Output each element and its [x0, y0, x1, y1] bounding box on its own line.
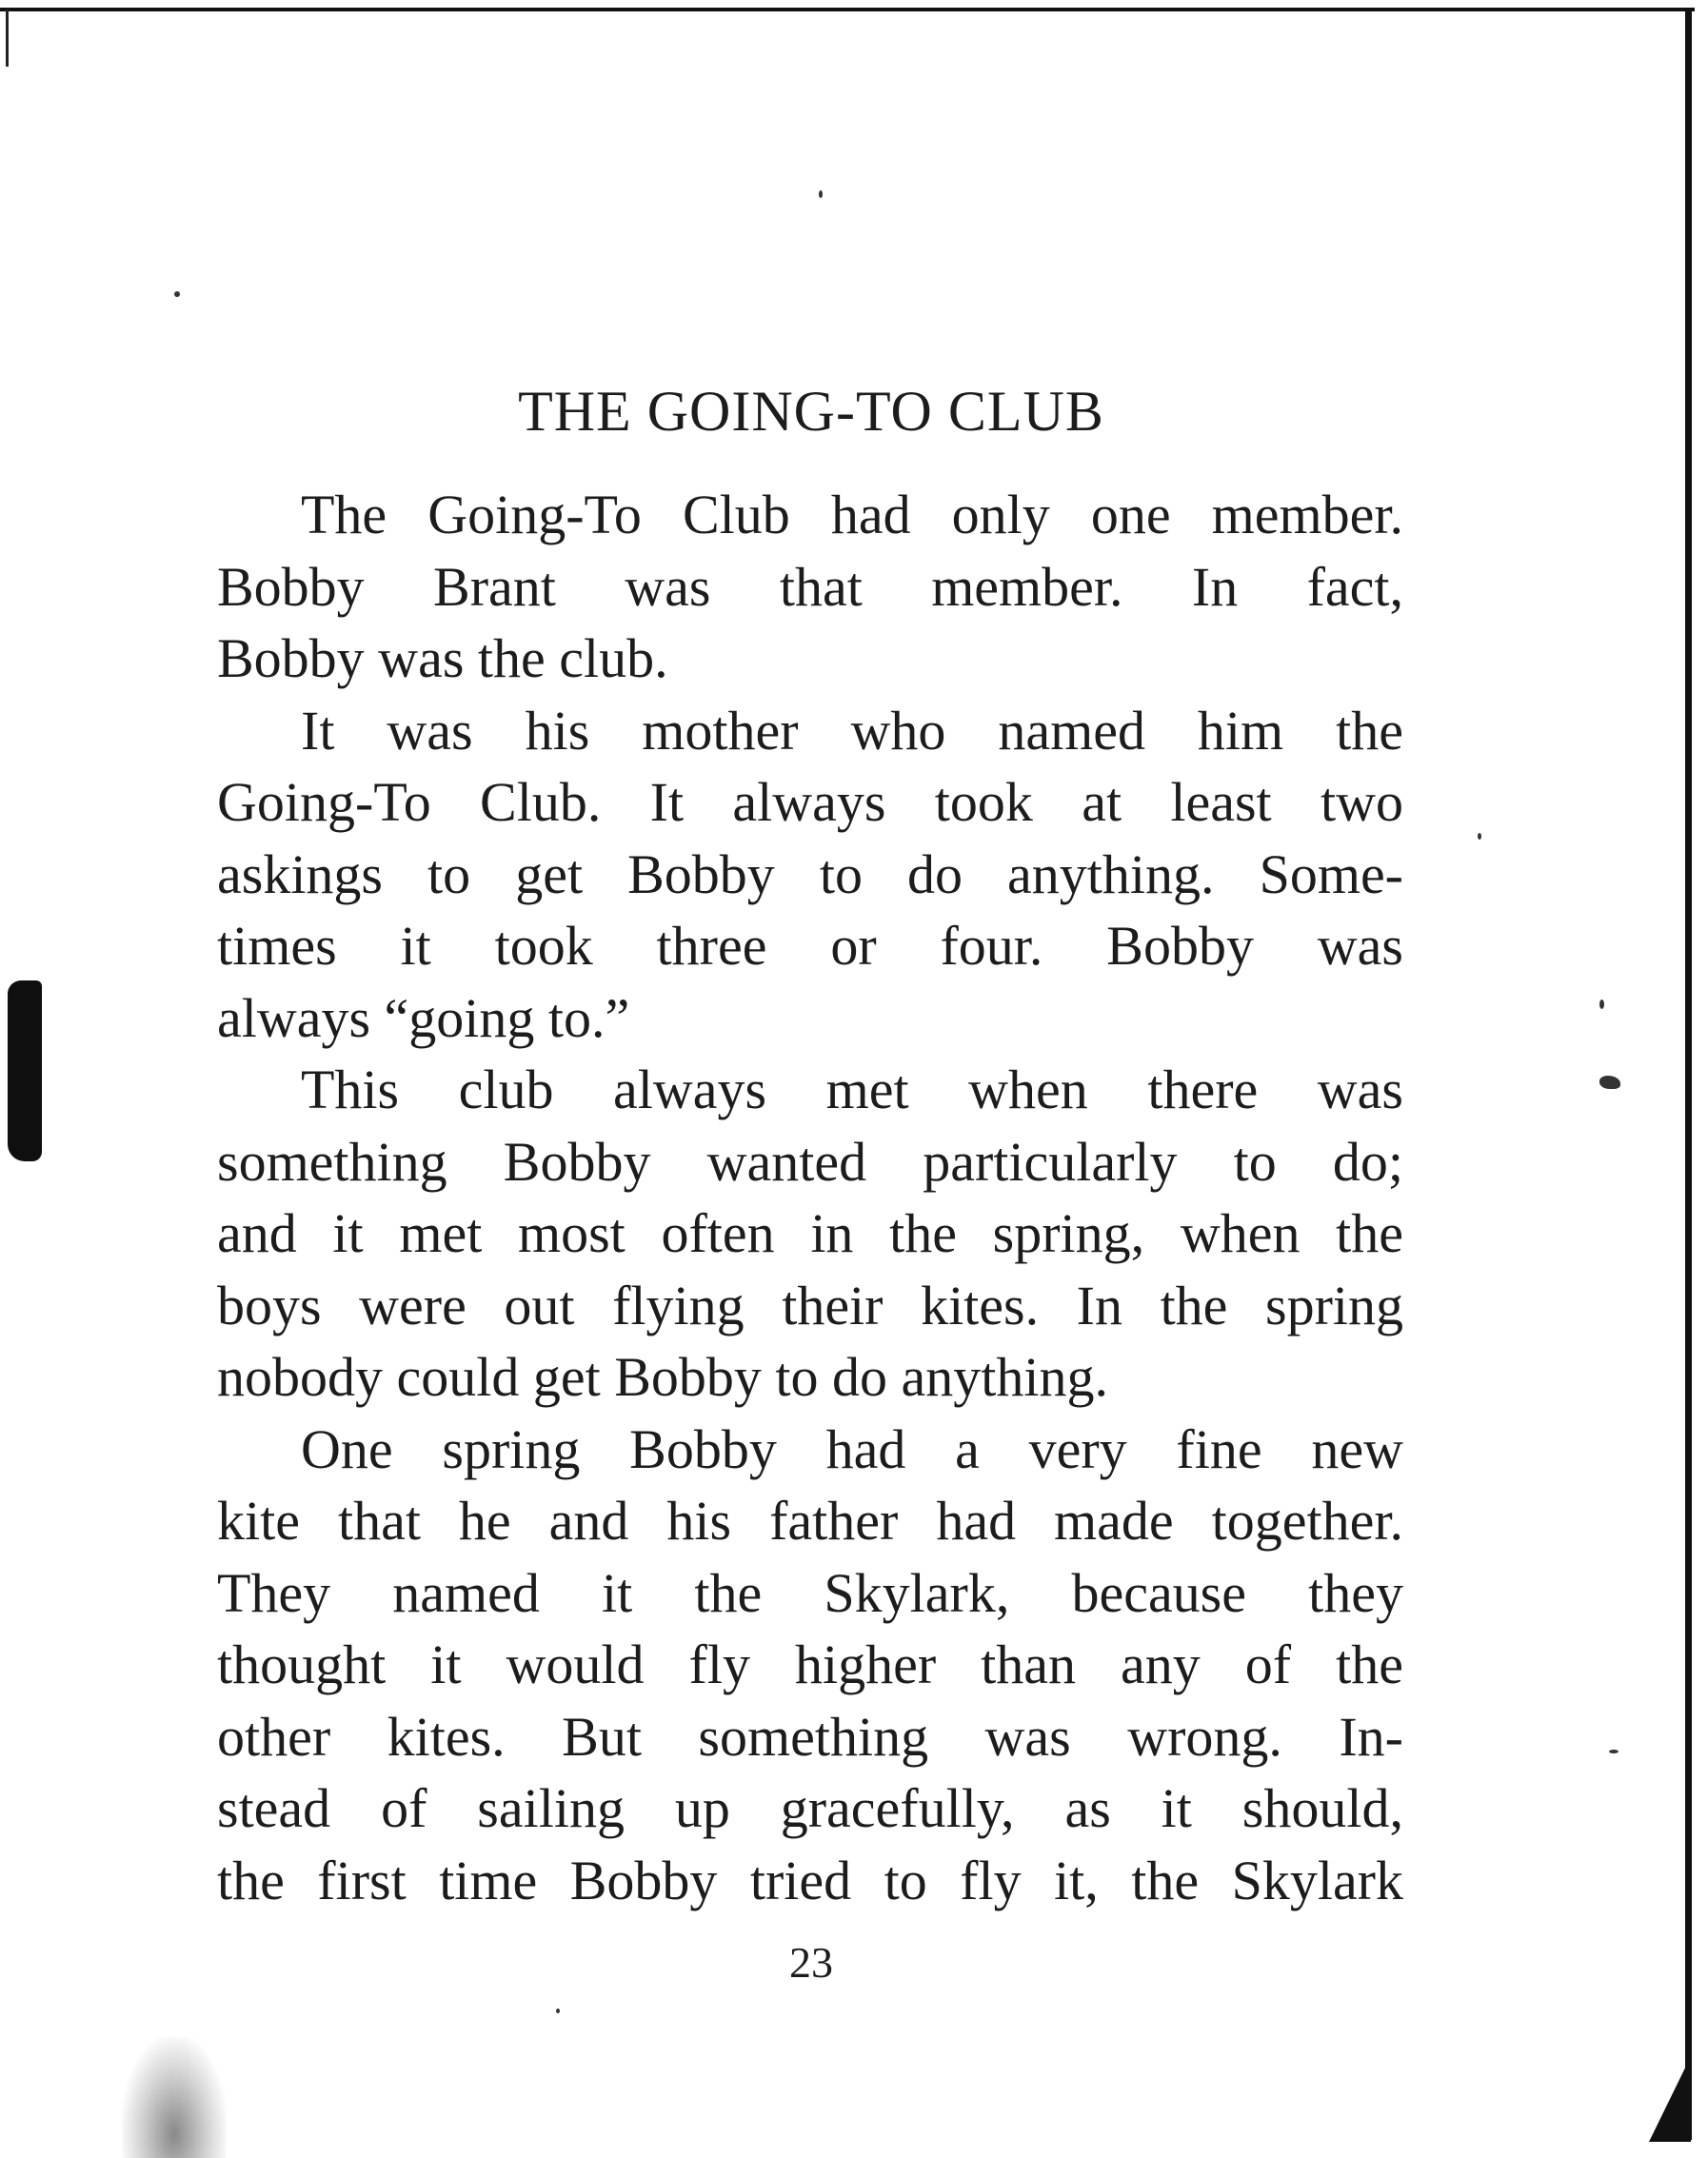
text-line: the first time Bobby tried to fly it, the Skylark [217, 1849, 1403, 1911]
text-line: It was his mother who named him the [301, 699, 1403, 762]
text-line: One spring Bobby had a very fine new [301, 1417, 1403, 1480]
page-corner-shadow [1649, 2056, 1691, 2142]
text-line: thought it would fly higher than any of the [217, 1633, 1403, 1695]
dust-speck [1599, 1000, 1604, 1009]
text-line: and it met most often in the spring, when the [217, 1202, 1403, 1264]
dust-speck [1478, 833, 1481, 840]
dust-speck [174, 291, 180, 297]
text-line: something Bobby wanted particularly to do; [217, 1130, 1403, 1193]
text-line: times it took three or four. Bobby was [217, 915, 1403, 977]
text-line: This club always met when there was [301, 1059, 1403, 1120]
text-line: nobody could get Bobby to do anything. [217, 1346, 1108, 1408]
text-line: Going-To Club. It always took at least two [217, 771, 1403, 833]
page-frame-right-edge [1685, 8, 1692, 2140]
page-smudge [122, 2037, 227, 2158]
text-line: kite that he and his father had made together. [217, 1490, 1403, 1552]
margin-ink-blot [8, 980, 42, 1161]
text-line: They named it the Skylark, because they [217, 1561, 1403, 1624]
text-line: stead of sailing up gracefully, as it should, [217, 1777, 1403, 1839]
text-line: askings to get Bobby to do anything. Some- [217, 842, 1403, 905]
page-frame-left-edge [6, 10, 9, 67]
text-line: boys were out flying their kites. In the spring [217, 1274, 1403, 1336]
text-line: The Going-To Club had only one member. [301, 484, 1403, 545]
text-line: Bobby Brant was that member. In fact, [217, 555, 1403, 618]
page-frame-top-edge [0, 8, 1695, 11]
text-line: always “going to.” [217, 986, 630, 1049]
dust-speck [556, 2009, 560, 2013]
chapter-title: THE GOING-TO CLUB [518, 380, 1104, 443]
dust-speck [819, 190, 823, 198]
page-number: 23 [789, 1938, 833, 1987]
text-line: Bobby was the club. [217, 627, 668, 689]
text-line: other kites. But something was wrong. In- [217, 1705, 1403, 1768]
dust-speck [1609, 1750, 1619, 1753]
dust-speck [1599, 1076, 1620, 1089]
body-text [217, 479, 1403, 1916]
